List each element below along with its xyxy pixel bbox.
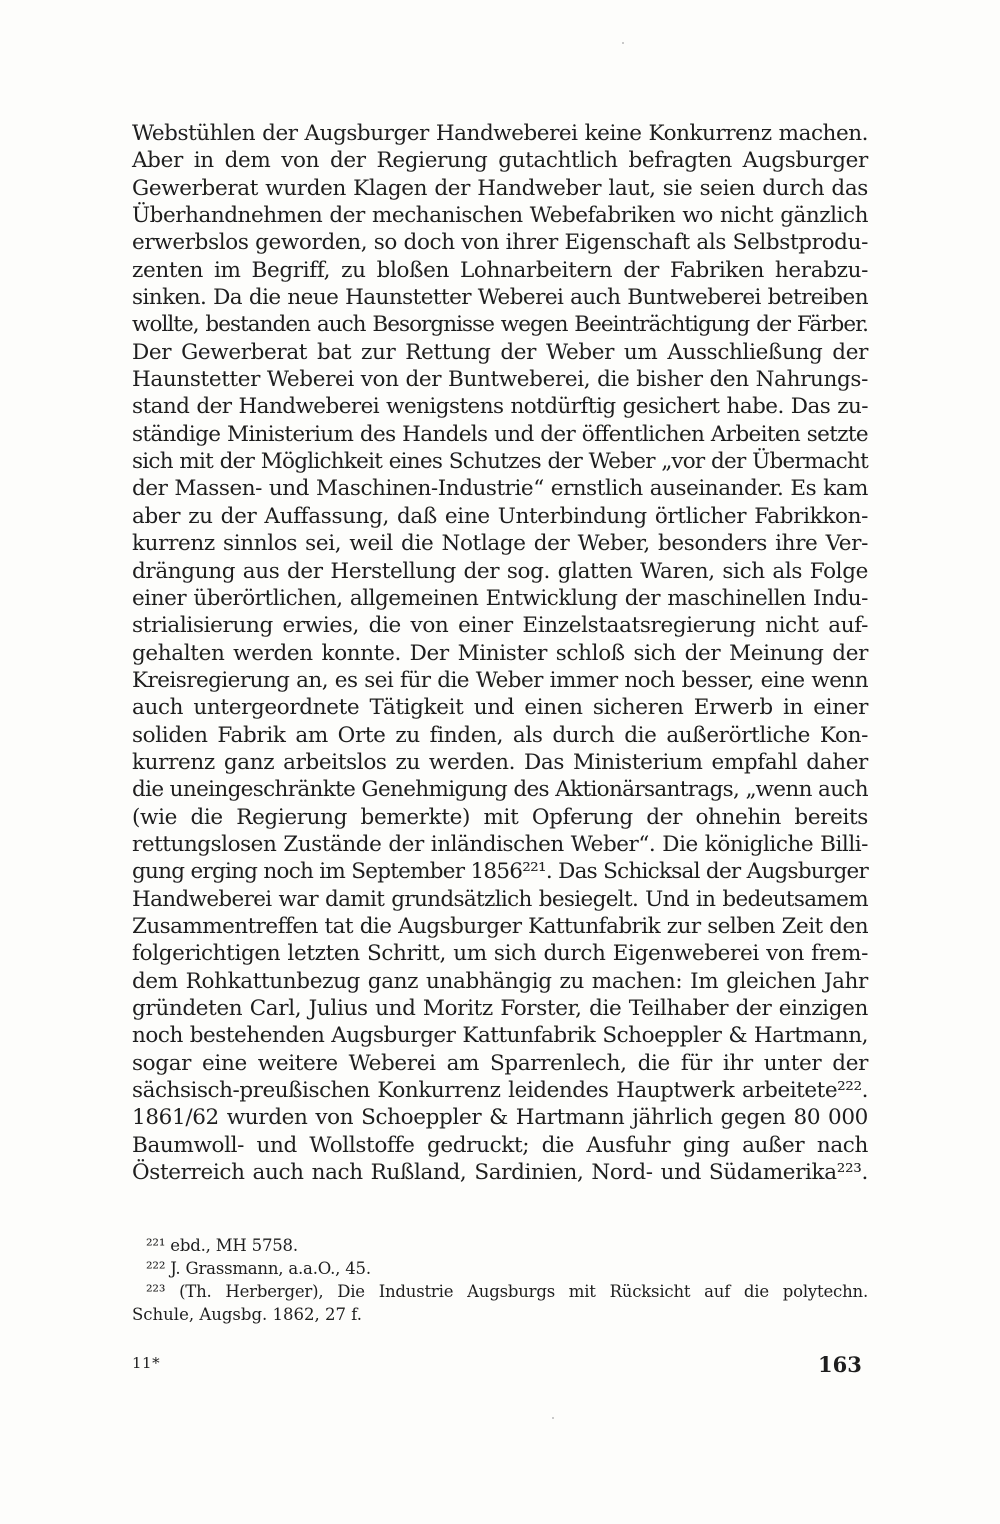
- text-line: Überhandnehmen der mechanischen Webefabriken wo nicht gänzlich: [132, 203, 868, 229]
- text-line: noch bestehenden Augsburger Kattunfabrik Schoeppler & Hartmann,: [132, 1023, 868, 1049]
- text-line: Kreisregierung an, es sei für die Weber immer noch besser, eine wenn: [132, 667, 868, 693]
- text-line: einer überörtlichen, allgemeinen Entwicklung der maschinellen Indu-: [132, 585, 868, 611]
- text-line: gehalten werden konnte. Der Minister schloß sich der Meinung der: [132, 640, 868, 666]
- text-line: kurrenz sinnlos sei, weil die Notlage der Weber, besonders ihre Ver-: [132, 531, 868, 557]
- footnotes: [132, 1234, 868, 1326]
- paper-speck: [622, 42, 624, 44]
- text-line: gung erging noch im September 1856²²¹. Das Schicksal der Augsburger: [132, 859, 868, 885]
- text-line: (wie die Regierung bemerkte) mit Opferung der ohnehin bereits: [132, 804, 868, 830]
- footnote-221: ²²¹ ebd., MH 5758.: [146, 1236, 298, 1255]
- text-line: Haunstetter Weberei von der Buntweberei, die bisher den Nahrungs-: [132, 367, 868, 393]
- text-line: gründeten Carl, Julius und Moritz Forster, die Teilhaber der einzigen: [132, 996, 868, 1021]
- text-line: Österreich auch nach Rußland, Sardinien, Nord- und Südamerika²²³.: [132, 1160, 868, 1186]
- footnote-223: ²²³ (Th. Herberger), Die Industrie Augsburgs mit Rücksicht auf die polytechn.: [146, 1282, 868, 1301]
- text-line: ständige Ministerium des Handels und der öffentlichen Arbeiten setzte: [132, 421, 868, 447]
- sheet-signature: 11*: [132, 1354, 161, 1372]
- text-line: 1861/62 wurden von Schoeppler & Hartmann jährlich gegen 80 000: [132, 1105, 868, 1131]
- page-number: 163: [818, 1352, 862, 1377]
- text-line: wollte, bestanden auch Besorgnisse wegen Beeinträchtigung der Färber.: [132, 312, 868, 338]
- footnote-222: ²²² J. Grassmann, a.a.O., 45.: [146, 1259, 371, 1278]
- text-line: dem Rohkattunbezug ganz unabhängig zu machen: Im gleichen Jahr: [132, 968, 868, 994]
- text-line: stand der Handweberei wenigstens notdürftig gesichert habe. Das zu-: [132, 394, 868, 420]
- text-line: sich mit der Möglichkeit eines Schutzes der Weber „vor der Übermacht: [132, 449, 868, 475]
- paper-speck: [552, 1417, 554, 1419]
- text-line: folgerichtigen letzten Schritt, um sich durch Eigenweberei von frem-: [132, 941, 868, 967]
- text-line: rettungslosen Zustände der inländischen Weber“. Die königliche Billi-: [132, 831, 868, 857]
- text-line: Baumwoll- und Wollstoffe gedruckt; die Ausfuhr ging außer nach: [132, 1132, 868, 1158]
- text-line: der Massen- und Maschinen-Industrie“ ernstlich auseinander. Es kam: [132, 476, 868, 502]
- text-line: soliden Fabrik am Orte zu finden, als durch die außerörtliche Kon-: [132, 722, 868, 748]
- text-line: Aber in dem von der Regierung gutachtlich befragten Augsburger: [132, 148, 868, 174]
- text-line: sinken. Da die neue Haunstetter Weberei auch Buntweberei betreiben: [132, 285, 868, 311]
- text-line: strialisierung erwies, die von einer Einzelstaatsregierung nicht auf-: [132, 613, 868, 639]
- text-line: zenten im Begriff, zu bloßen Lohnarbeitern der Fabriken herabzu-: [132, 257, 868, 283]
- text-line: Zusammentreffen tat die Augsburger Kattunfabrik zur selben Zeit den: [132, 913, 868, 939]
- text-line: Der Gewerberat bat zur Rettung der Weber um Ausschließung der: [132, 339, 868, 365]
- text-line: Handweberei war damit grundsätzlich besiegelt. Und in bedeutsamem: [132, 886, 868, 912]
- text-line: kurrenz ganz arbeitslos zu werden. Das Ministerium empfahl daher: [132, 749, 868, 775]
- text-line: sächsisch-preußischen Konkurrenz leidendes Hauptwerk arbeitete²²².: [132, 1078, 868, 1104]
- text-line: Gewerberat wurden Klagen der Handweber laut, sie seien durch das: [132, 175, 868, 201]
- text-line: die uneingeschränkte Genehmigung des Aktionärsantrags, „wenn auch: [132, 777, 868, 803]
- text-line: drängung aus der Herstellung der sog. glatten Waren, sich als Folge: [132, 558, 868, 584]
- text-line: erwerbslos geworden, so doch von ihrer Eigenschaft als Selbstprodu-: [132, 230, 868, 256]
- footnote-223-continuation: Schule, Augsbg. 1862, 27 f.: [132, 1305, 363, 1324]
- text-line: sogar eine weitere Weberei am Sparrenlech, die für ihr unter der: [132, 1050, 868, 1076]
- body-text: [132, 120, 868, 1186]
- text-line: auch untergeordnete Tätigkeit und einen sicheren Erwerb in einer: [132, 695, 868, 721]
- text-line: Webstühlen der Augsburger Handweberei keine Konkurrenz machen.: [132, 121, 868, 146]
- text-line: aber zu der Auffassung, daß eine Unterbindung örtlicher Fabrikkon-: [132, 503, 868, 529]
